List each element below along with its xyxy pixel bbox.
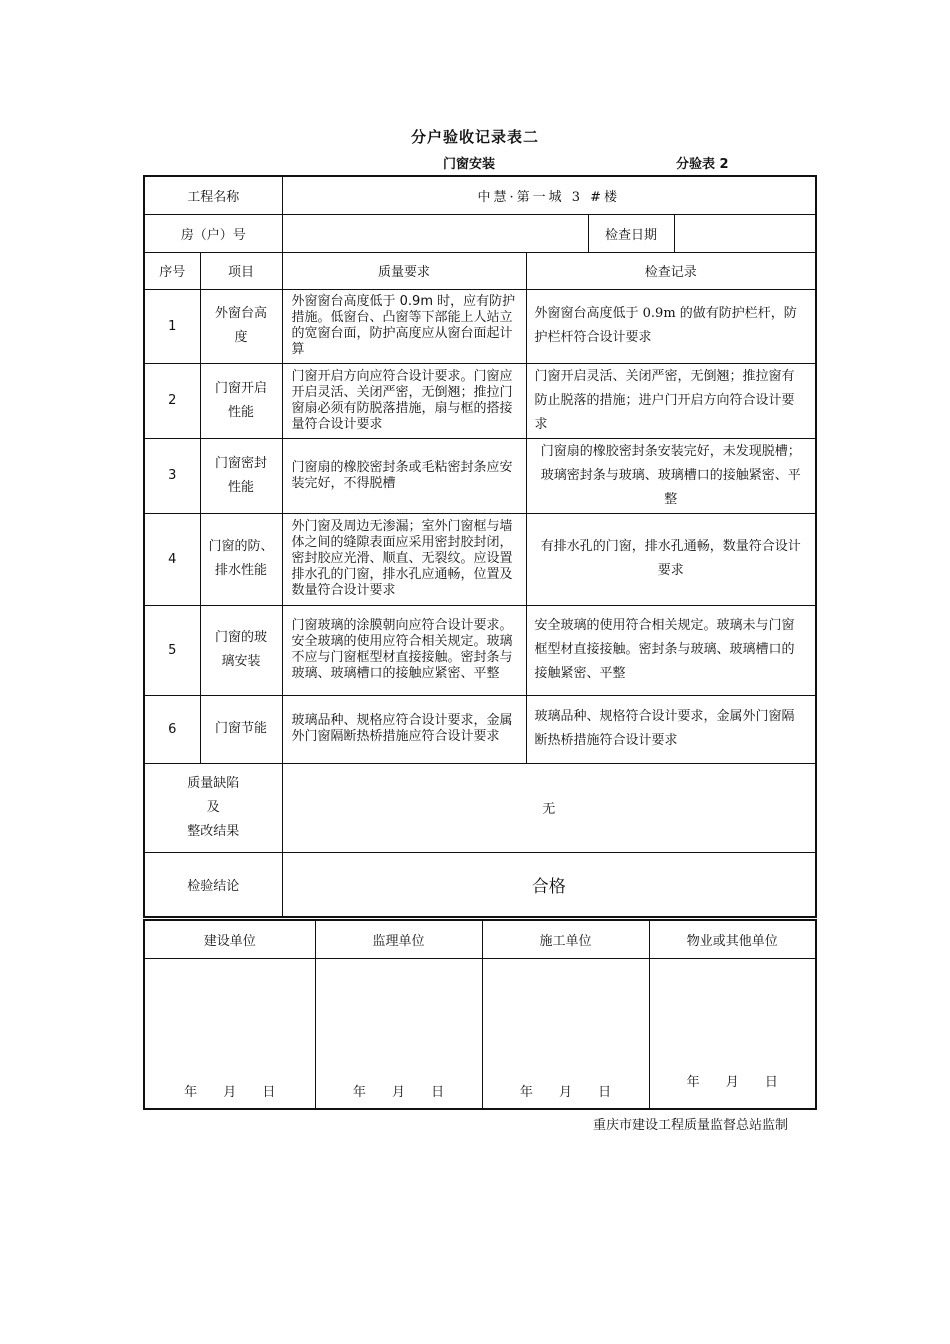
table-row xyxy=(144,695,816,763)
row-item: 外窗台高度 xyxy=(200,289,282,363)
row-record[interactable]: 门窗扇的橡胶密封条安装完好，未发现脱槽；玻璃密封条与玻璃、玻璃槽口的接触紧密、平整 xyxy=(526,438,816,513)
row-item: 门窗密封性能 xyxy=(200,438,282,513)
footer-issuer: 重庆市建设工程质量监督总站监制 xyxy=(593,1118,789,1133)
defects-label-line1: 质量缺陷 xyxy=(187,775,240,791)
row-seq: 1 xyxy=(144,289,200,363)
form-number: 分验表 2 xyxy=(676,157,729,172)
row-requirement: 门窗开启方向应符合设计要求。门窗应开启灵活、关闭严密，无倒翘；推拉门窗扇必须有防脱落措施，扇与框的搭接量符合设计要求 xyxy=(282,363,526,438)
row-seq: 4 xyxy=(144,513,200,605)
row-record[interactable]: 安全玻璃的使用符合相关规定。玻璃未与门窗框型材直接接触。密封条与玻璃、玻璃槽口的接触紧密、平整 xyxy=(526,605,816,695)
defects-label-line3: 整改结果 xyxy=(187,823,240,839)
row-record[interactable]: 外窗窗台高度低于 0.9m 的做有防护栏杆，防护栏杆符合设计要求 xyxy=(526,289,816,363)
property-unit-signature[interactable] xyxy=(649,959,816,1110)
col-header-item: 项目 xyxy=(200,252,282,289)
row-requirement: 门窗玻璃的涂膜朝向应符合设计要求。安全玻璃的使用应符合相关规定。玻璃不应与门窗框型材直接接触。密封条与玻璃、玻璃槽口的接触应紧密、平整 xyxy=(282,605,526,695)
inspection-table xyxy=(143,175,817,918)
builder-unit-label: 施工单位 xyxy=(482,920,649,959)
row-requirement: 外窗窗台高度低于 0.9m 时，应有防护措施。低窗台、凸窗等下部能上人站立的宽窗台面，防护高度应从窗台面起计算 xyxy=(282,289,526,363)
room-number-label: 房（户）号 xyxy=(144,214,282,252)
conclusion-value[interactable]: 合格 xyxy=(282,852,816,917)
row-requirement: 外门窗及周边无渗漏；室外门窗框与墙体之间的缝隙表面应采用密封胶封闭，密封胶应光滑、顺直、无裂纹。应设置排水孔的门窗，排水孔应通畅，位置及数量符合设计要求 xyxy=(282,513,526,605)
row-item: 门窗的玻璃安装 xyxy=(200,605,282,695)
supervision-unit-label: 监理单位 xyxy=(315,920,482,959)
col-header-seq: 序号 xyxy=(144,252,200,289)
construction-unit-label: 建设单位 xyxy=(144,920,315,959)
inspection-date-value[interactable] xyxy=(674,214,816,252)
row-seq: 5 xyxy=(144,605,200,695)
table-row xyxy=(144,605,816,695)
row-record[interactable]: 有排水孔的门窗，排水孔通畅，数量符合设计要求 xyxy=(526,513,816,605)
table-row xyxy=(144,438,816,513)
row-seq: 2 xyxy=(144,363,200,438)
table-row xyxy=(144,513,816,605)
defects-label-line2: 及 xyxy=(206,799,220,815)
defects-label xyxy=(144,763,282,852)
supervision-unit-signature[interactable] xyxy=(315,959,482,1110)
form-category: 门窗安装 xyxy=(443,157,496,172)
project-name-label: 工程名称 xyxy=(144,176,282,214)
project-name-value[interactable]: 中慧·第一城 3 #楼 xyxy=(282,176,816,214)
construction-unit-signature[interactable] xyxy=(144,959,315,1110)
table-row xyxy=(144,363,816,438)
room-number-value[interactable] xyxy=(282,214,588,252)
signature-date: 年 月 日 xyxy=(352,1085,445,1100)
signature-date: 年 月 日 xyxy=(686,1075,778,1090)
col-header-record: 检查记录 xyxy=(526,252,816,289)
defects-value[interactable]: 无 xyxy=(282,763,816,852)
row-record[interactable]: 玻璃品种、规格符合设计要求，金属外门窗隔断热桥措施符合设计要求 xyxy=(526,695,816,763)
page-title: 分户验收记录表二 xyxy=(410,128,539,146)
conclusion-label: 检验结论 xyxy=(144,852,282,917)
row-seq: 3 xyxy=(144,438,200,513)
inspection-date-label: 检查日期 xyxy=(588,214,674,252)
property-unit-label: 物业或其他单位 xyxy=(649,920,816,959)
row-item: 门窗开启性能 xyxy=(200,363,282,438)
row-seq: 6 xyxy=(144,695,200,763)
row-item: 门窗的防、排水性能 xyxy=(200,513,282,605)
builder-unit-signature[interactable] xyxy=(482,959,649,1110)
signature-table xyxy=(143,919,817,1110)
col-header-requirement: 质量要求 xyxy=(282,252,526,289)
signature-date: 年 月 日 xyxy=(184,1085,276,1100)
row-item: 门窗节能 xyxy=(200,695,282,763)
row-requirement: 玻璃品种、规格应符合设计要求，金属外门窗隔断热桥措施应符合设计要求 xyxy=(282,695,526,763)
row-record[interactable]: 门窗开启灵活、关闭严密，无倒翘；推拉窗有防止脱落的措施；进户门开启方向符合设计要求 xyxy=(526,363,816,438)
signature-date: 年 月 日 xyxy=(519,1085,612,1100)
table-row xyxy=(144,289,816,363)
row-requirement: 门窗扇的橡胶密封条或毛粘密封条应安装完好，不得脱槽 xyxy=(282,438,526,513)
